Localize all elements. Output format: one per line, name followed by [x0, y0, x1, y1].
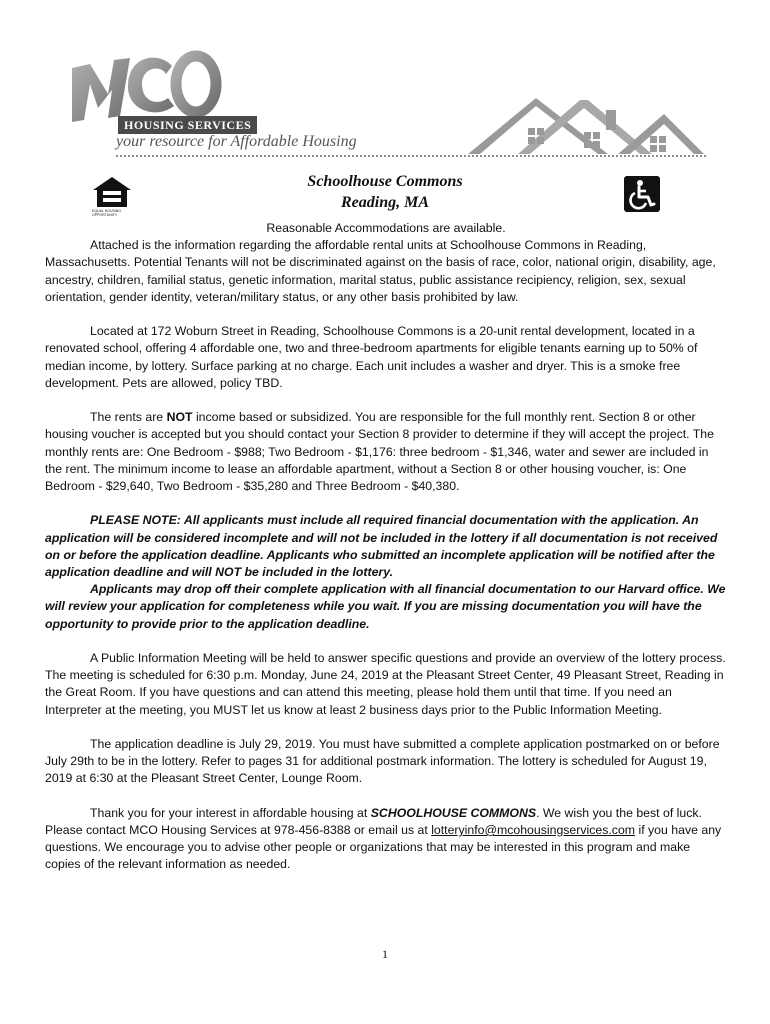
rents-text-post: income based or subsidized. You are responsible for the full monthly rent. Section 8 or other housing voucher is accepted but you should contact your Section 8 provider to determine if they will accept the project. The monthly rents are: One Bedroom - $988; Two Bedroom - $1,176: three bedroom - $1,346, water and sewer are included in the rent. The minimum income to lease an affordable apartment, without a Section 8 or other housing voucher, is: One Bedroom - $29,640, Two Bedroom - $35,280 and Three Bedroom - $40,380.: [45, 410, 714, 494]
property-name-emphasis: SCHOOLHOUSE COMMONS: [370, 805, 537, 820]
title-property: Schoolhouse Commons: [307, 173, 463, 190]
header-divider: [116, 155, 706, 157]
thank-you-text-post: if you have any questions. We encourage you to advise other people or organizations that may be interested in this program and make copies of the relevant information as needed.: [45, 823, 722, 872]
paragraph-deadline: The application deadline is July 29, 2019. You must have submitted a complete application postmarked on or before July 29th to be in the lottery. Refer to pages 31 for additional postmark information. The lottery is scheduled for August 19, 2019 at 6:30 at the Pleasant Street Center, Lounge Room.: [45, 737, 720, 786]
rents-not-emphasis: NOT: [166, 410, 193, 425]
paragraph-location: Located at 172 Woburn Street in Reading, Schoolhouse Commons is a 20-unit rental development, located in a renovated school, offering 4 affordable one, two and three-bedroom apartments for eligible tenants earning up to 50% of median income, by lottery. Surface parking at no charge. Each unit includes a washer and dryer. This is a smoke free development. Pets are allowed, policy TBD.: [45, 324, 698, 390]
mco-logo: [68, 40, 398, 162]
house-rooftops-icon: [468, 92, 708, 156]
page-number: 1: [382, 947, 388, 961]
paragraph-info-meeting: A Public Information Meeting will be held to answer specific questions and provide an overview of the lottery process. The meeting is scheduled for 6:30 p.m. Monday, June 24, 2019 at the Pleasant Street Center, 49 Pleasant Street, Reading in the Great Room. If you have questions and can attend this meeting, please hold them until that time. If you need an Interpreter at the meeting, you MUST let us know at least 2 business days prior to the Public Information Meeting.: [45, 651, 726, 717]
letter-body: [45, 220, 727, 874]
rents-text-pre: The rents are: [90, 410, 167, 425]
thank-you-text-mid: . We wish you the best of luck. Please contact MCO Housing Services at 978-456-8388 or email us at: [45, 805, 702, 838]
eho-caption: EQUAL HOUSING OPPORTUNITY: [92, 209, 122, 217]
paragraph-discrimination: Attached is the information regarding the affordable rental units at Schoolhouse Commons in Reading, Massachusetts. Potential Tenants will not be discriminated against on the basis of race, color, national origin, disability, age, ancestry, children, familial status, genetic information, marital status, public assistance recipiency, religion, sex, sexual orientation, gender identity, veteran/military status, or any other basis prohibited by law.: [45, 238, 716, 304]
email-link[interactable]: lotteryinfo@mcohousingservices.com: [431, 823, 636, 838]
paragraph-thank-you: [45, 805, 727, 874]
title-location: Reading, MA: [340, 194, 429, 211]
accommodations-line: Reasonable Accommodations are available.: [266, 221, 506, 235]
mco-logo-letters: [68, 46, 228, 126]
paragraph-rents: [45, 409, 727, 495]
drop-off-paragraph: Applicants may drop off their complete application with all financial documentation to our Harvard office. We will review your application for completeness while you wait. If you are missing documentation you will have the opportunity to provide prior to the application deadline.: [45, 582, 726, 631]
document-title: [0, 171, 770, 213]
logo-tagline: your resource for Affordable Housing: [116, 133, 357, 150]
logo-banner: HOUSING SERVICES: [118, 116, 257, 134]
thank-you-text-pre: Thank you for your interest in affordable housing at: [90, 805, 371, 820]
please-note-paragraph: PLEASE NOTE: All applicants must include all required financial documentation with the application. An application will be considered incomplete and will not be included in the lottery if all documentation is not received on or before the application deadline. Applicants who submitted an incomplete application will be notified after the application deadline and will NOT be included in the lottery.: [45, 513, 718, 580]
